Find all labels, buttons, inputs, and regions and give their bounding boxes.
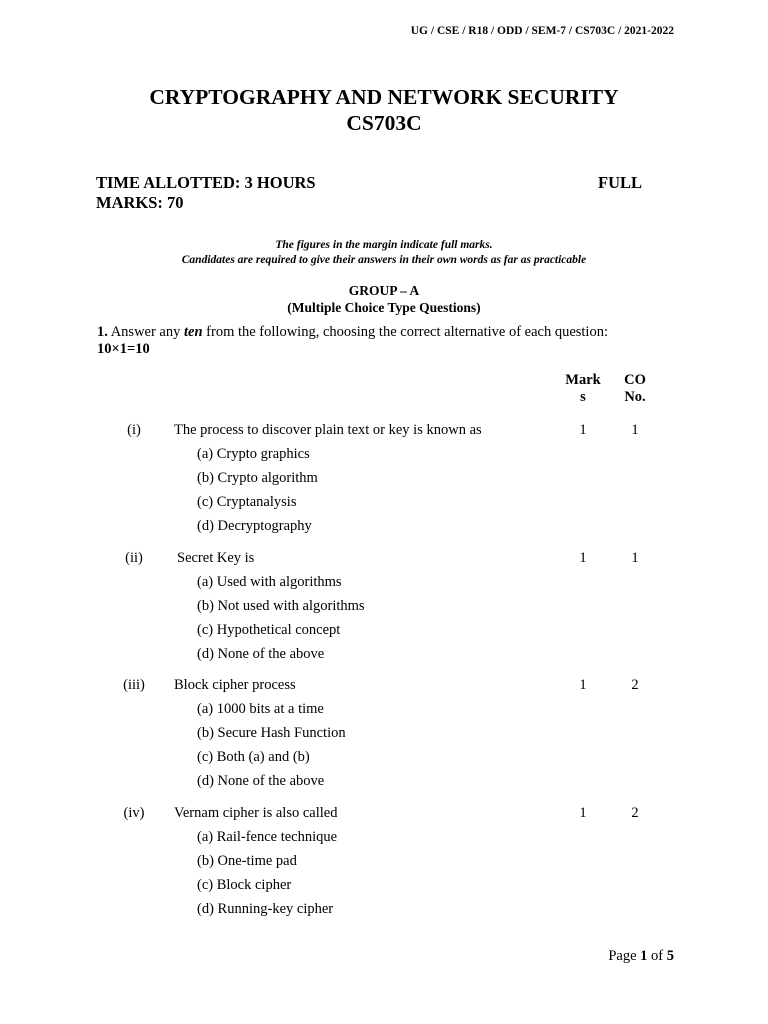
exam-title: CRYPTOGRAPHY AND NETWORK SECURITY bbox=[149, 85, 619, 109]
question-co: 1 bbox=[631, 550, 639, 566]
group-subtitle: (Multiple Choice Type Questions) bbox=[287, 300, 481, 315]
question-1-text bbox=[97, 324, 608, 341]
question-text: Secret Key is bbox=[177, 550, 255, 566]
question-text: The process to discover plain text or key is known as bbox=[174, 422, 482, 438]
option-c: (c) Block cipher bbox=[197, 877, 292, 893]
question-text: Block cipher process bbox=[174, 677, 296, 693]
option-d: (d) Running-key cipher bbox=[197, 901, 334, 917]
option-d: (d) None of the above bbox=[197, 773, 325, 789]
question-marks: 1 bbox=[579, 805, 587, 821]
option-b: (b) Not used with algorithms bbox=[197, 598, 365, 614]
question-1-emphasis: ten bbox=[184, 324, 203, 340]
question-number: (iii) bbox=[123, 677, 145, 693]
option-a: (a) Crypto graphics bbox=[197, 446, 310, 462]
option-c: (c) Hypothetical concept bbox=[197, 622, 341, 638]
question-co: 1 bbox=[631, 422, 639, 438]
question-text: Vernam cipher is also called bbox=[174, 805, 338, 821]
question-co: 2 bbox=[631, 677, 639, 693]
option-a: (a) Rail-fence technique bbox=[197, 829, 338, 845]
question-marks: 1 bbox=[579, 422, 587, 438]
question-1-after: from the following, choosing the correct alternative of each question: bbox=[206, 324, 608, 340]
option-b: (b) One-time pad bbox=[197, 853, 297, 869]
question-number: (ii) bbox=[125, 550, 143, 566]
group-title: GROUP – A bbox=[348, 283, 420, 298]
question-1-before: Answer any bbox=[110, 324, 181, 340]
instruction-own-words: Candidates are required to give their answers in their own words as far as practicable bbox=[181, 254, 587, 266]
paper-code: UG / CSE / R18 / ODD / SEM-7 / CS703C / 2021-2022 bbox=[410, 25, 674, 37]
marks-column-header: Mark s bbox=[565, 372, 601, 405]
question-marks: 1 bbox=[579, 550, 587, 566]
question-1-marks: 10×1=10 bbox=[97, 341, 150, 357]
option-b: (b) Secure Hash Function bbox=[197, 725, 346, 741]
full-marks-label: FULL bbox=[597, 173, 642, 192]
question-co: 2 bbox=[631, 805, 639, 821]
option-d: (d) None of the above bbox=[197, 646, 325, 662]
question-number: (i) bbox=[127, 422, 141, 438]
option-a: (a) Used with algorithms bbox=[197, 574, 342, 590]
co-column-header: CO No. bbox=[624, 372, 646, 405]
question-1-number: 1. bbox=[97, 324, 108, 340]
time-allotted: TIME ALLOTTED: 3 HOURS bbox=[96, 173, 316, 192]
instruction-margin: The figures in the margin indicate full marks. bbox=[275, 239, 493, 251]
marks-label: MARKS: 70 bbox=[96, 193, 184, 212]
option-b: (b) Crypto algorithm bbox=[197, 470, 318, 486]
course-code: CS703C bbox=[346, 111, 422, 135]
question-number: (iv) bbox=[123, 805, 145, 821]
option-c: (c) Cryptanalysis bbox=[197, 494, 297, 510]
option-a: (a) 1000 bits at a time bbox=[197, 701, 324, 717]
option-d: (d) Decryptography bbox=[197, 518, 312, 534]
page-number: Page 1 of 5 bbox=[608, 948, 674, 964]
question-marks: 1 bbox=[579, 677, 587, 693]
option-c: (c) Both (a) and (b) bbox=[197, 749, 310, 765]
